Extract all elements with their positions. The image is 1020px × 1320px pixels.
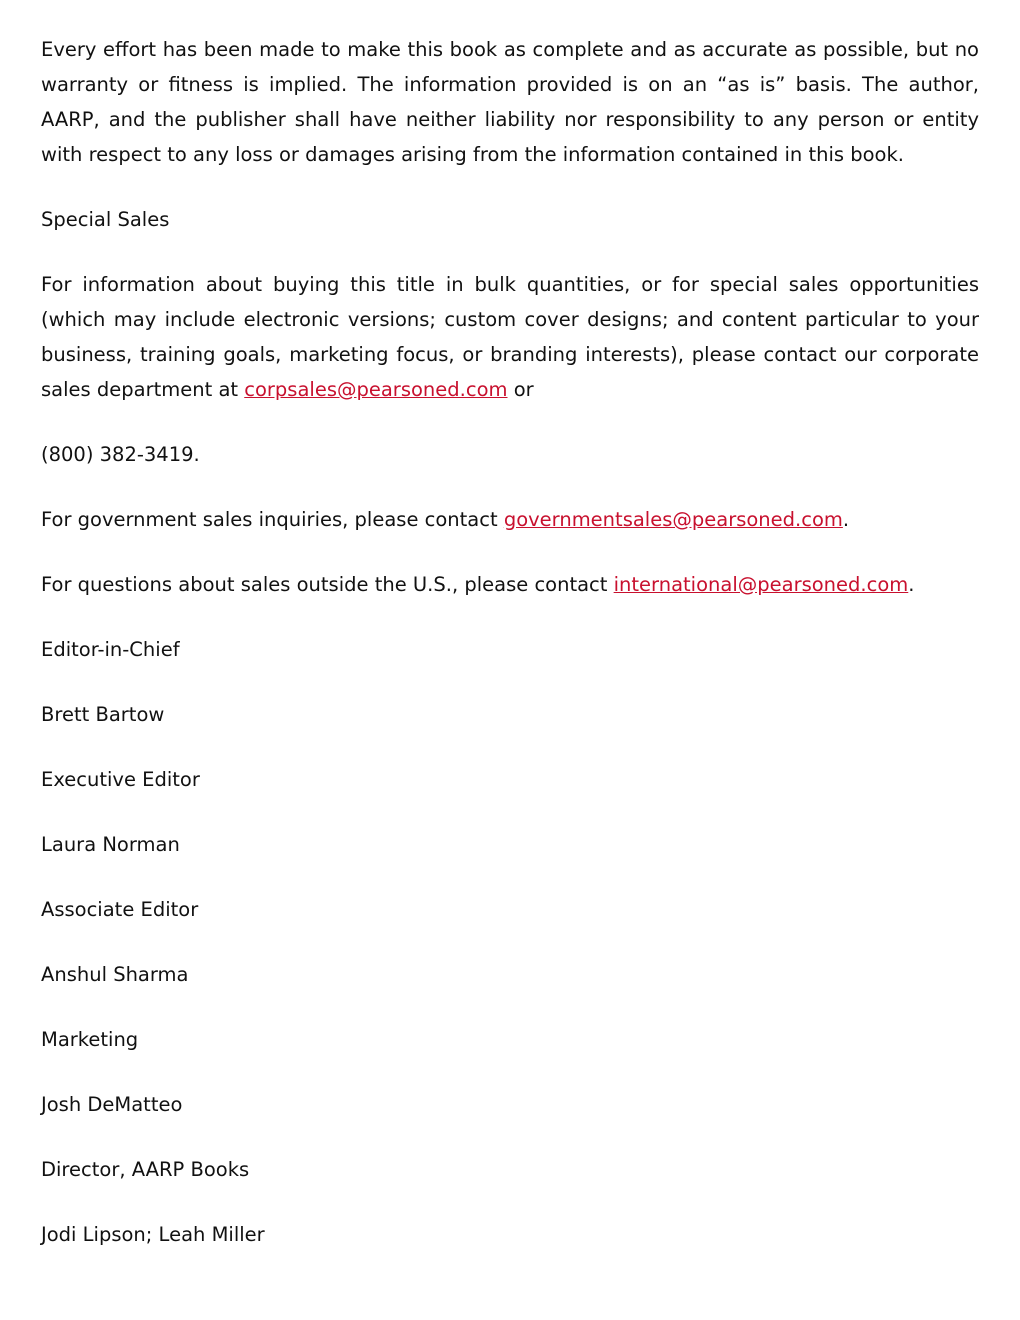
credit-role-marketing: Marketing <box>41 1028 139 1051</box>
phone-number: (800) 382-3419. <box>41 443 200 466</box>
disclaimer-paragraph: Every effort has been made to make this book as complete and as accurate as possible, but no warranty or fitness is implied. The information provided is on an “as is” basis. The author, AARP, and the publisher shall have neither liability nor responsibility to any person or entity with respect to any loss or damages arising from the information contained in this book. <box>41 38 979 166</box>
government-sales-period: . <box>842 508 850 531</box>
bulk-sales-text: For information about buying this title in bulk quantities, or for special sales opportunities (which may include electronic versions; custom cover designs; and content particular to your business, training goals, marketing focus, or branding interests), please contact our corporate sales department at <box>41 273 979 401</box>
special-sales-heading: Special Sales <box>41 208 170 231</box>
bulk-sales-paragraph <box>41 267 979 407</box>
governmentsales-email-link[interactable]: governmentsales@pearsoned.com <box>503 508 843 531</box>
international-sales-period: . <box>908 573 915 596</box>
credit-role-editor-in-chief: Editor-in-Chief <box>41 638 180 661</box>
international-email-link[interactable]: international@pearsoned.com <box>613 573 909 596</box>
credit-name-executive-editor: Laura Norman <box>41 833 180 856</box>
or-text: or <box>507 378 534 401</box>
government-sales-text: For government sales inquiries, please contact <box>41 508 504 531</box>
credit-name-editor-in-chief: Brett Bartow <box>41 703 165 726</box>
credit-name-marketing: Josh DeMatteo <box>41 1093 183 1116</box>
international-sales-text: For questions about sales outside the U.S., please contact <box>41 573 614 596</box>
credit-role-executive-editor: Executive Editor <box>41 768 200 791</box>
credit-role-associate-editor: Associate Editor <box>41 898 199 921</box>
government-sales-paragraph <box>41 502 979 537</box>
credit-name-director: Jodi Lipson; Leah Miller <box>41 1223 265 1246</box>
copyright-page <box>41 32 979 1282</box>
international-sales-paragraph <box>41 567 979 602</box>
credit-name-associate-editor: Anshul Sharma <box>41 963 189 986</box>
credit-role-director: Director, AARP Books <box>41 1158 250 1181</box>
corpsales-email-link[interactable]: corpsales@pearsoned.com <box>244 378 508 401</box>
